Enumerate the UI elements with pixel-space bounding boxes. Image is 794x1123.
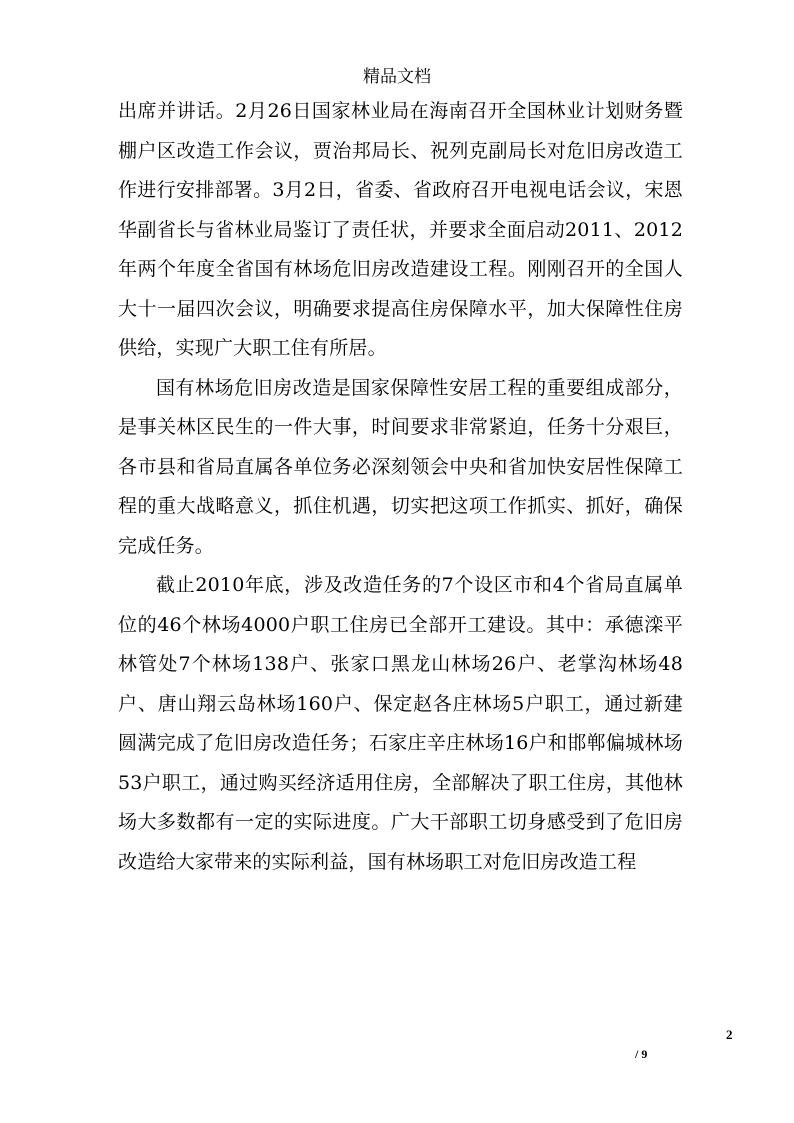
paragraph-3: 截止2010年底，涉及改造任务的7个设区市和4个省局直属单位的46个林场4000户职工住房已全部开工建设。其中：承德滦平林管处7个林场138户、张家口黑龙山林场26户、老掌沟林场48户、唐山翔云岛林场160户、保定赵各庄林场5户职工，通过新建圆满完成了危旧房改造任务；石家庄辛庄林场16户和邯郸偏城林场53户职工，通过购买经济适用住房，全部解决了职工住房，其他林场大多数都有一定的实际进度。广大干部职工切身感受到了危旧房改造给大家带来的实际利益，国有林场职工对危旧房改造工程: [118, 574, 683, 873]
page-total: / 9: [635, 1047, 648, 1061]
paragraph-2: 国有林场危旧房改造是国家保障性安居工程的重要组成部分，是事关林区民生的一件大事，时间要求非常紧迫，任务十分艰巨，各市县和省局直属各单位务必深刻领会中央和省加快安居性保障工程的重大战略意义，抓住机遇，切实把这项工作抓实、抓好，确保完成任务。: [118, 376, 683, 557]
page-header-title: 精品文档: [363, 67, 431, 87]
paragraph-1: 出席并讲话。2月26日国家林业局在海南召开全国林业计划财务暨棚户区改造工作会议，贾治邦局长、祝列克副局长对危旧房改造工作进行安排部署。3月2日，省委、省政府召开电视电话会议，宋恩华副省长与省林业局鉴订了责任状，并要求全面启动2011、2012年两个年度全省国有林场危旧房改造建设工程。刚刚召开的全国人大十一届四次会议，明确要求提高住房保障水平，加大保障性住房供给，实现广大职工住有所居。: [118, 100, 683, 359]
page-number: 2: [726, 1027, 733, 1042]
document-body: [118, 92, 683, 882]
